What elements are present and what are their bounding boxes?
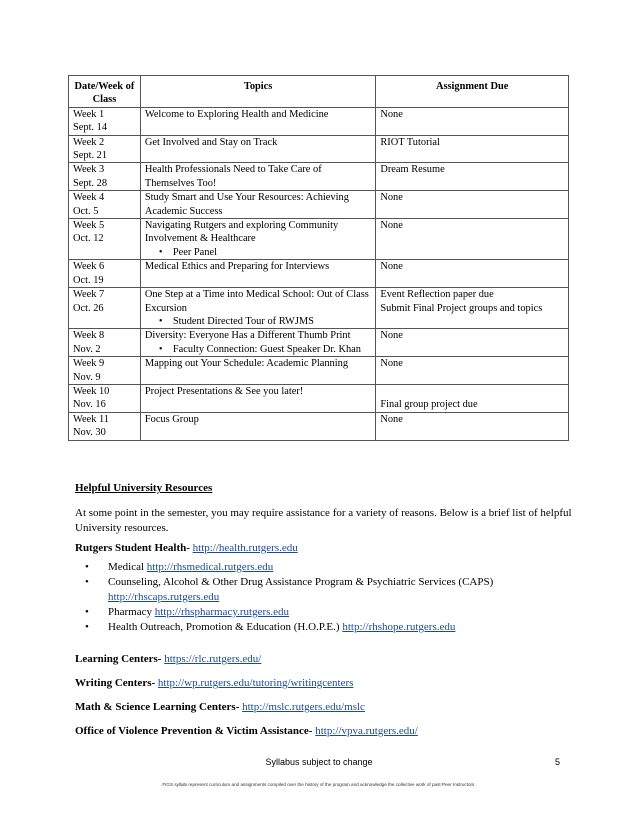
week-cell <box>69 288 141 329</box>
assignment-text: Final group project due <box>380 399 478 411</box>
resources-intro: At some point in the semester, you may require assistance for a variety of reasons. Below is a brief list of helpful University resources. <box>75 507 572 534</box>
assignment-cell <box>376 329 569 357</box>
week-label: Week 11 <box>73 413 109 425</box>
list-item: • Counseling, Alcohol & Other Drug Assistance Program & Psychiatric Services (CAPS) http://rhscaps.rutgers.edu <box>85 575 555 605</box>
student-health-link[interactable]: http://health.rutgers.edu <box>192 542 298 554</box>
topic-text: One Step at a Time into Medical School: Out of Class Excursion <box>144 289 369 314</box>
week-cell <box>69 329 141 357</box>
topic-text: Study Smart and Use Your Resources: Achieving Academic Success <box>144 192 349 217</box>
topic-text: Medical Ethics and Preparing for Interviews <box>144 261 330 273</box>
topic-text: Welcome to Exploring Health and Medicine <box>144 108 329 120</box>
table-header-row <box>69 76 569 108</box>
topic-cell <box>140 107 376 135</box>
medical-link[interactable]: http://rhsmedical.rutgers.edu <box>146 561 274 573</box>
assignment-cell <box>376 163 569 191</box>
week-cell <box>69 412 141 440</box>
assignment-cell <box>376 357 569 385</box>
math-science-link[interactable]: http://mslc.rutgers.edu/mslc <box>242 701 365 713</box>
health-services-list <box>75 560 555 635</box>
topic-text: Project Presentations & See you later! <box>144 385 304 397</box>
list-item: • Pharmacy http://rhspharmacy.rutgers.edu <box>85 605 555 620</box>
week-date: Sept. 28 <box>73 177 108 189</box>
writing-centers-link[interactable]: http://wp.rutgers.edu/tutoring/writingcenters <box>157 677 354 689</box>
footer-note: FIGS syllabi represent curriculum and assignments compiled over the history of the program and acknowledge the collective work of past Peer Instructors. <box>162 782 476 787</box>
topic-cell <box>140 357 376 385</box>
learning-centers-line: Learning Centers- https://rlc.rutgers.edu/ <box>75 653 262 665</box>
topic-cell <box>140 260 376 288</box>
week-date: Sept. 14 <box>73 122 108 134</box>
assignment-cell <box>376 412 569 440</box>
table-row <box>69 135 569 163</box>
week-label: Week 3 <box>73 164 105 176</box>
pharmacy-link[interactable]: http://rhspharmacy.rutgers.edu <box>154 606 290 618</box>
assignment-text: None <box>380 108 403 120</box>
page-number: 5 <box>554 757 560 767</box>
week-label: Week 2 <box>73 136 105 148</box>
assignment-text: RIOT Tutorial <box>380 136 440 148</box>
assignment-text: None <box>380 220 403 232</box>
topic-cell <box>140 329 376 357</box>
week-label: Week 5 <box>73 220 105 232</box>
topic-bullet: • Peer Panel <box>145 246 372 259</box>
assignment-cell <box>376 135 569 163</box>
week-date: Oct. 26 <box>73 302 104 314</box>
week-label: Week 6 <box>73 261 105 273</box>
table-row <box>69 107 569 135</box>
student-health-label: Rutgers Student Health- <box>75 542 193 554</box>
table-row <box>69 329 569 357</box>
week-cell <box>69 384 141 412</box>
week-cell <box>69 191 141 219</box>
week-cell <box>69 163 141 191</box>
table-row <box>69 412 569 440</box>
caps-link[interactable]: http://rhscaps.rutgers.edu <box>108 591 220 603</box>
list-item: • Medical http://rhsmedical.rutgers.edu <box>85 560 555 575</box>
assignment-cell <box>376 219 569 260</box>
week-date: Oct. 5 <box>73 205 99 217</box>
assignment-text: None <box>380 192 403 204</box>
week-date: Oct. 12 <box>73 233 104 245</box>
topic-cell <box>140 135 376 163</box>
table-row <box>69 191 569 219</box>
assignment-text: Event Reflection paper due <box>380 289 494 301</box>
topic-cell <box>140 384 376 412</box>
topic-text: Mapping out Your Schedule: Academic Planning <box>144 358 349 370</box>
topic-cell <box>140 288 376 329</box>
footer-text: Syllabus subject to change <box>265 757 373 767</box>
topic-cell <box>140 219 376 260</box>
assignment-text: None <box>380 358 403 370</box>
week-label: Week 8 <box>73 330 105 342</box>
assignment-text-secondary: Submit Final Project groups and topics <box>380 302 543 314</box>
assignment-text: Dream Resume <box>380 164 445 176</box>
topic-text: Get Involved and Stay on Track <box>144 136 278 148</box>
topic-bullet: • Faculty Connection: Guest Speaker Dr. Khan <box>145 343 372 356</box>
week-label: Week 1 <box>73 108 105 120</box>
table-row <box>69 288 569 329</box>
topic-cell <box>140 163 376 191</box>
assignment-text: None <box>380 413 403 425</box>
week-date: Nov. 9 <box>73 371 101 383</box>
math-science-line: Math & Science Learning Centers- http://mslc.rutgers.edu/mslc <box>75 701 365 713</box>
week-date: Oct. 19 <box>73 274 104 286</box>
schedule-body <box>69 107 569 440</box>
violence-prevention-link[interactable]: http://vpva.rutgers.edu/ <box>315 725 418 737</box>
topic-text: Navigating Rutgers and exploring Community Involvement & Healthcare <box>144 220 339 245</box>
table-row <box>69 219 569 260</box>
week-label: Week 4 <box>73 192 105 204</box>
week-label: Week 7 <box>73 289 105 301</box>
topic-bullet: • Student Directed Tour of RWJMS <box>145 315 372 328</box>
assignment-cell <box>376 288 569 329</box>
week-cell <box>69 219 141 260</box>
table-row <box>69 163 569 191</box>
week-date: Sept. 21 <box>73 150 108 162</box>
assignment-cell <box>376 384 569 412</box>
table-row <box>69 260 569 288</box>
learning-centers-link[interactable]: https://rlc.rutgers.edu/ <box>164 653 262 665</box>
assignment-text: None <box>380 261 403 273</box>
week-label: Week 9 <box>73 358 105 370</box>
topic-cell <box>140 412 376 440</box>
assignment-cell <box>376 260 569 288</box>
week-date: Nov. 16 <box>73 399 106 411</box>
table-row <box>69 384 569 412</box>
week-date: Nov. 30 <box>73 427 106 439</box>
week-cell <box>69 135 141 163</box>
assignment-cell <box>376 191 569 219</box>
list-item: • Health Outreach, Promotion & Education (H.O.P.E.) http://rhshope.rutgers.edu <box>85 620 555 635</box>
week-date: Nov. 2 <box>73 343 101 355</box>
table-row <box>69 357 569 385</box>
violence-prevention-line: Office of Violence Prevention & Victim Assistance- http://vpva.rutgers.edu/ <box>75 725 418 737</box>
week-cell <box>69 357 141 385</box>
topic-text: Diversity: Everyone Has a Different Thumb Print <box>144 330 351 342</box>
week-label: Week 10 <box>73 385 110 397</box>
column-header-assignment: Assignment Due <box>376 76 569 108</box>
topic-cell <box>140 191 376 219</box>
schedule-table <box>68 75 569 441</box>
resources-heading: Helpful University Resources <box>75 482 213 494</box>
week-cell <box>69 260 141 288</box>
column-header-date: Date/Week of Class <box>69 76 141 108</box>
assignment-text: None <box>380 330 403 342</box>
assignment-cell <box>376 107 569 135</box>
column-header-topics: Topics <box>140 76 376 108</box>
week-cell <box>69 107 141 135</box>
hope-link[interactable]: http://rhshope.rutgers.edu <box>342 621 456 633</box>
topic-text: Focus Group <box>144 413 199 425</box>
topic-text: Health Professionals Need to Take Care of Themselves Too! <box>144 164 322 189</box>
writing-centers-line: Writing Centers- http://wp.rutgers.edu/tutoring/writingcenters <box>75 677 354 689</box>
student-health-line <box>75 541 575 556</box>
